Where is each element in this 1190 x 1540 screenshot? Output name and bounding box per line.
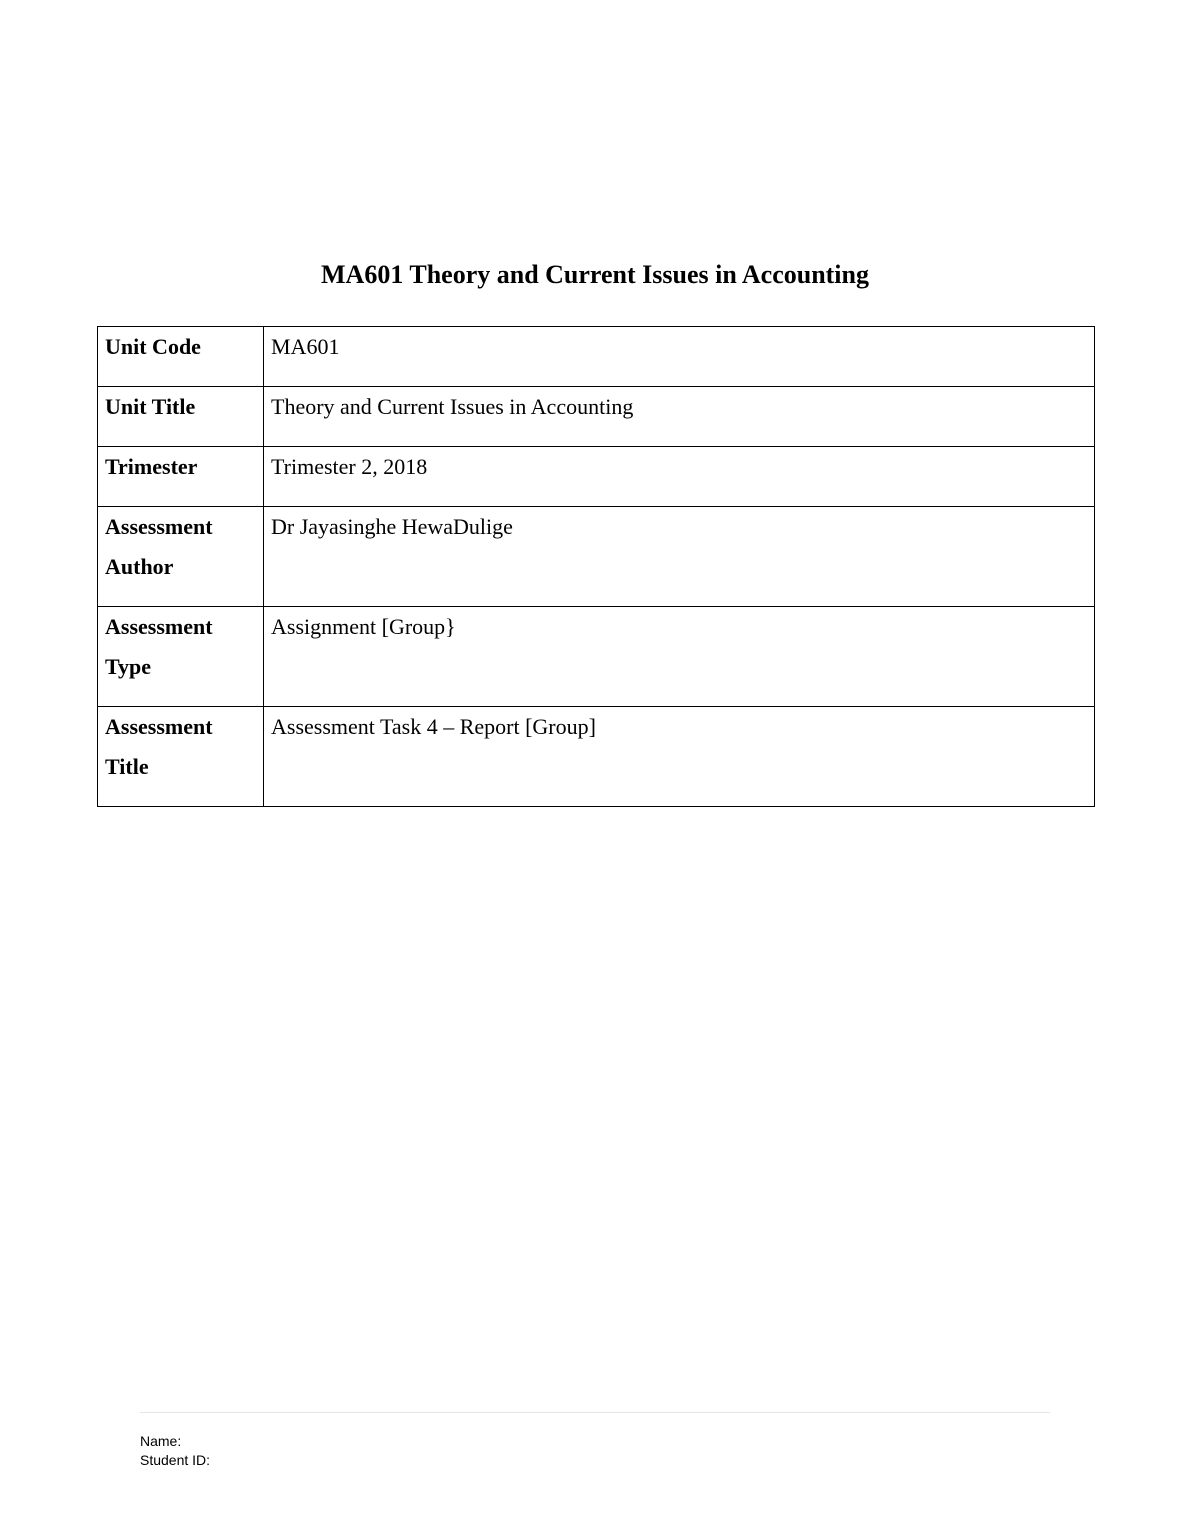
- footer-fields: [140, 1432, 210, 1470]
- row-value-unit-title: Theory and Current Issues in Accounting: [264, 387, 1095, 447]
- name-label: Name:: [140, 1433, 182, 1449]
- row-value-assessment-type: Assignment [Group}: [264, 607, 1095, 707]
- student-id-label: Student ID:: [140, 1452, 211, 1468]
- footer-divider: [140, 1412, 1050, 1413]
- table-row-assessment-author: [98, 507, 1095, 607]
- row-value-assessment-title: Assessment Task 4 – Report [Group]: [264, 707, 1095, 807]
- row-label-assessment-title: Assessment Title: [98, 707, 264, 807]
- row-label-unit-title: Unit Title: [98, 387, 264, 447]
- table-row-assessment-type: [98, 607, 1095, 707]
- row-label-trimester: Trimester: [98, 447, 264, 507]
- row-label-assessment-type: Assessment Type: [98, 607, 264, 707]
- row-value-trimester: Trimester 2, 2018: [264, 447, 1095, 507]
- document-title: MA601 Theory and Current Issues in Accounting: [321, 260, 869, 289]
- row-value-unit-code: MA601: [264, 327, 1095, 387]
- row-label-assessment-author: Assessment Author: [98, 507, 264, 607]
- row-label-unit-code: Unit Code: [98, 327, 264, 387]
- table-row-trimester: [98, 447, 1095, 507]
- table-row-unit-title: [98, 387, 1095, 447]
- unit-info-table: [97, 326, 1095, 807]
- row-value-assessment-author: Dr Jayasinghe HewaDulige: [264, 507, 1095, 607]
- table-row-assessment-title: [98, 707, 1095, 807]
- table-row-unit-code: [98, 327, 1095, 387]
